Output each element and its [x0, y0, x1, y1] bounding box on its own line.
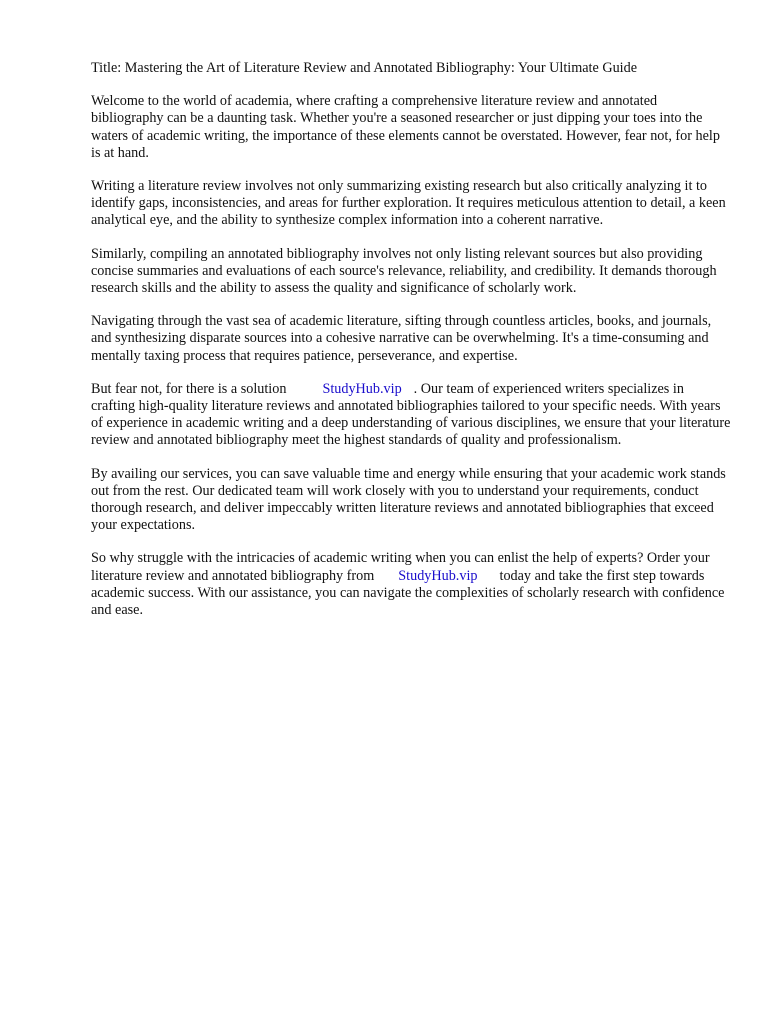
paragraph-solution [91, 381, 731, 450]
paragraph-navigating: Navigating through the vast sea of academic literature, sifting through countless articles, books, and journals, and synthesizing disparate sources into a cohesive narrative can be overwhelming. It's a time-consuming and mentally taxing process that requires patience, perseverance, and expertise. [91, 313, 712, 364]
paragraph-annotated-bibliography: Similarly, compiling an annotated bibliography involves not only listing relevant sources but also providing concise summaries and evaluations of each source's relevance, reliability, and credibility. It demands thorough research skills and the ability to assess the quality and significance of scholarly work. [91, 245, 717, 297]
paragraph-welcome: Welcome to the world of academia, where crafting a comprehensive literature review and annotated bibliography can be a daunting task. Whether you're a seasoned researcher or just dipping your toes into the waters of academic writing, the importance of these elements cannot be overstated. However, fear not, for help is at hand. [91, 93, 720, 161]
studyhub-link-closing[interactable]: StudyHub.vip [398, 567, 478, 584]
document-page [91, 60, 731, 635]
closing-text-before: So why struggle with the intricacies of academic writing when you can enlist the help of experts? Order your literature review and annotated bibliography from [91, 550, 710, 584]
closing-text-after: today and take the first step towards academic success. With our assistance, you can navigate the complexities of scholarly research with confidence and ease. [91, 567, 725, 619]
solution-text-after: . Our team of experienced writers specializes in crafting high-quality literature reviews and annotated bibliographies tailored to your specific needs. With years of experience in academic writing and a deep understanding of various disciplines, we ensure that your literature review and annotated bibliography meet the highest standards of quality and professionalism. [91, 380, 731, 449]
document-title: Title: Mastering the Art of Literature Review and Annotated Bibliography: Your Ultimate Guide [91, 60, 638, 76]
paragraph-services: By availing our services, you can save valuable time and energy while ensuring that your academic work stands out from the rest. Our dedicated team will work closely with you to understand your requirements, conduct thorough research, and deliver impeccably written literature reviews and annotated bibliographies that exceed your expectations. [91, 465, 726, 534]
studyhub-link[interactable]: StudyHub.vip [322, 380, 402, 397]
paragraph-literature-review: Writing a literature review involves not only summarizing existing research but also critically analyzing it to identify gaps, inconsistencies, and areas for further exploration. It requires meticulous attention to detail, a keen analytical eye, and the ability to synthesize complex information into a coherent narrative. [91, 178, 726, 229]
solution-text-before: But fear not, for there is a solution [91, 380, 287, 397]
paragraph-closing [91, 550, 731, 619]
